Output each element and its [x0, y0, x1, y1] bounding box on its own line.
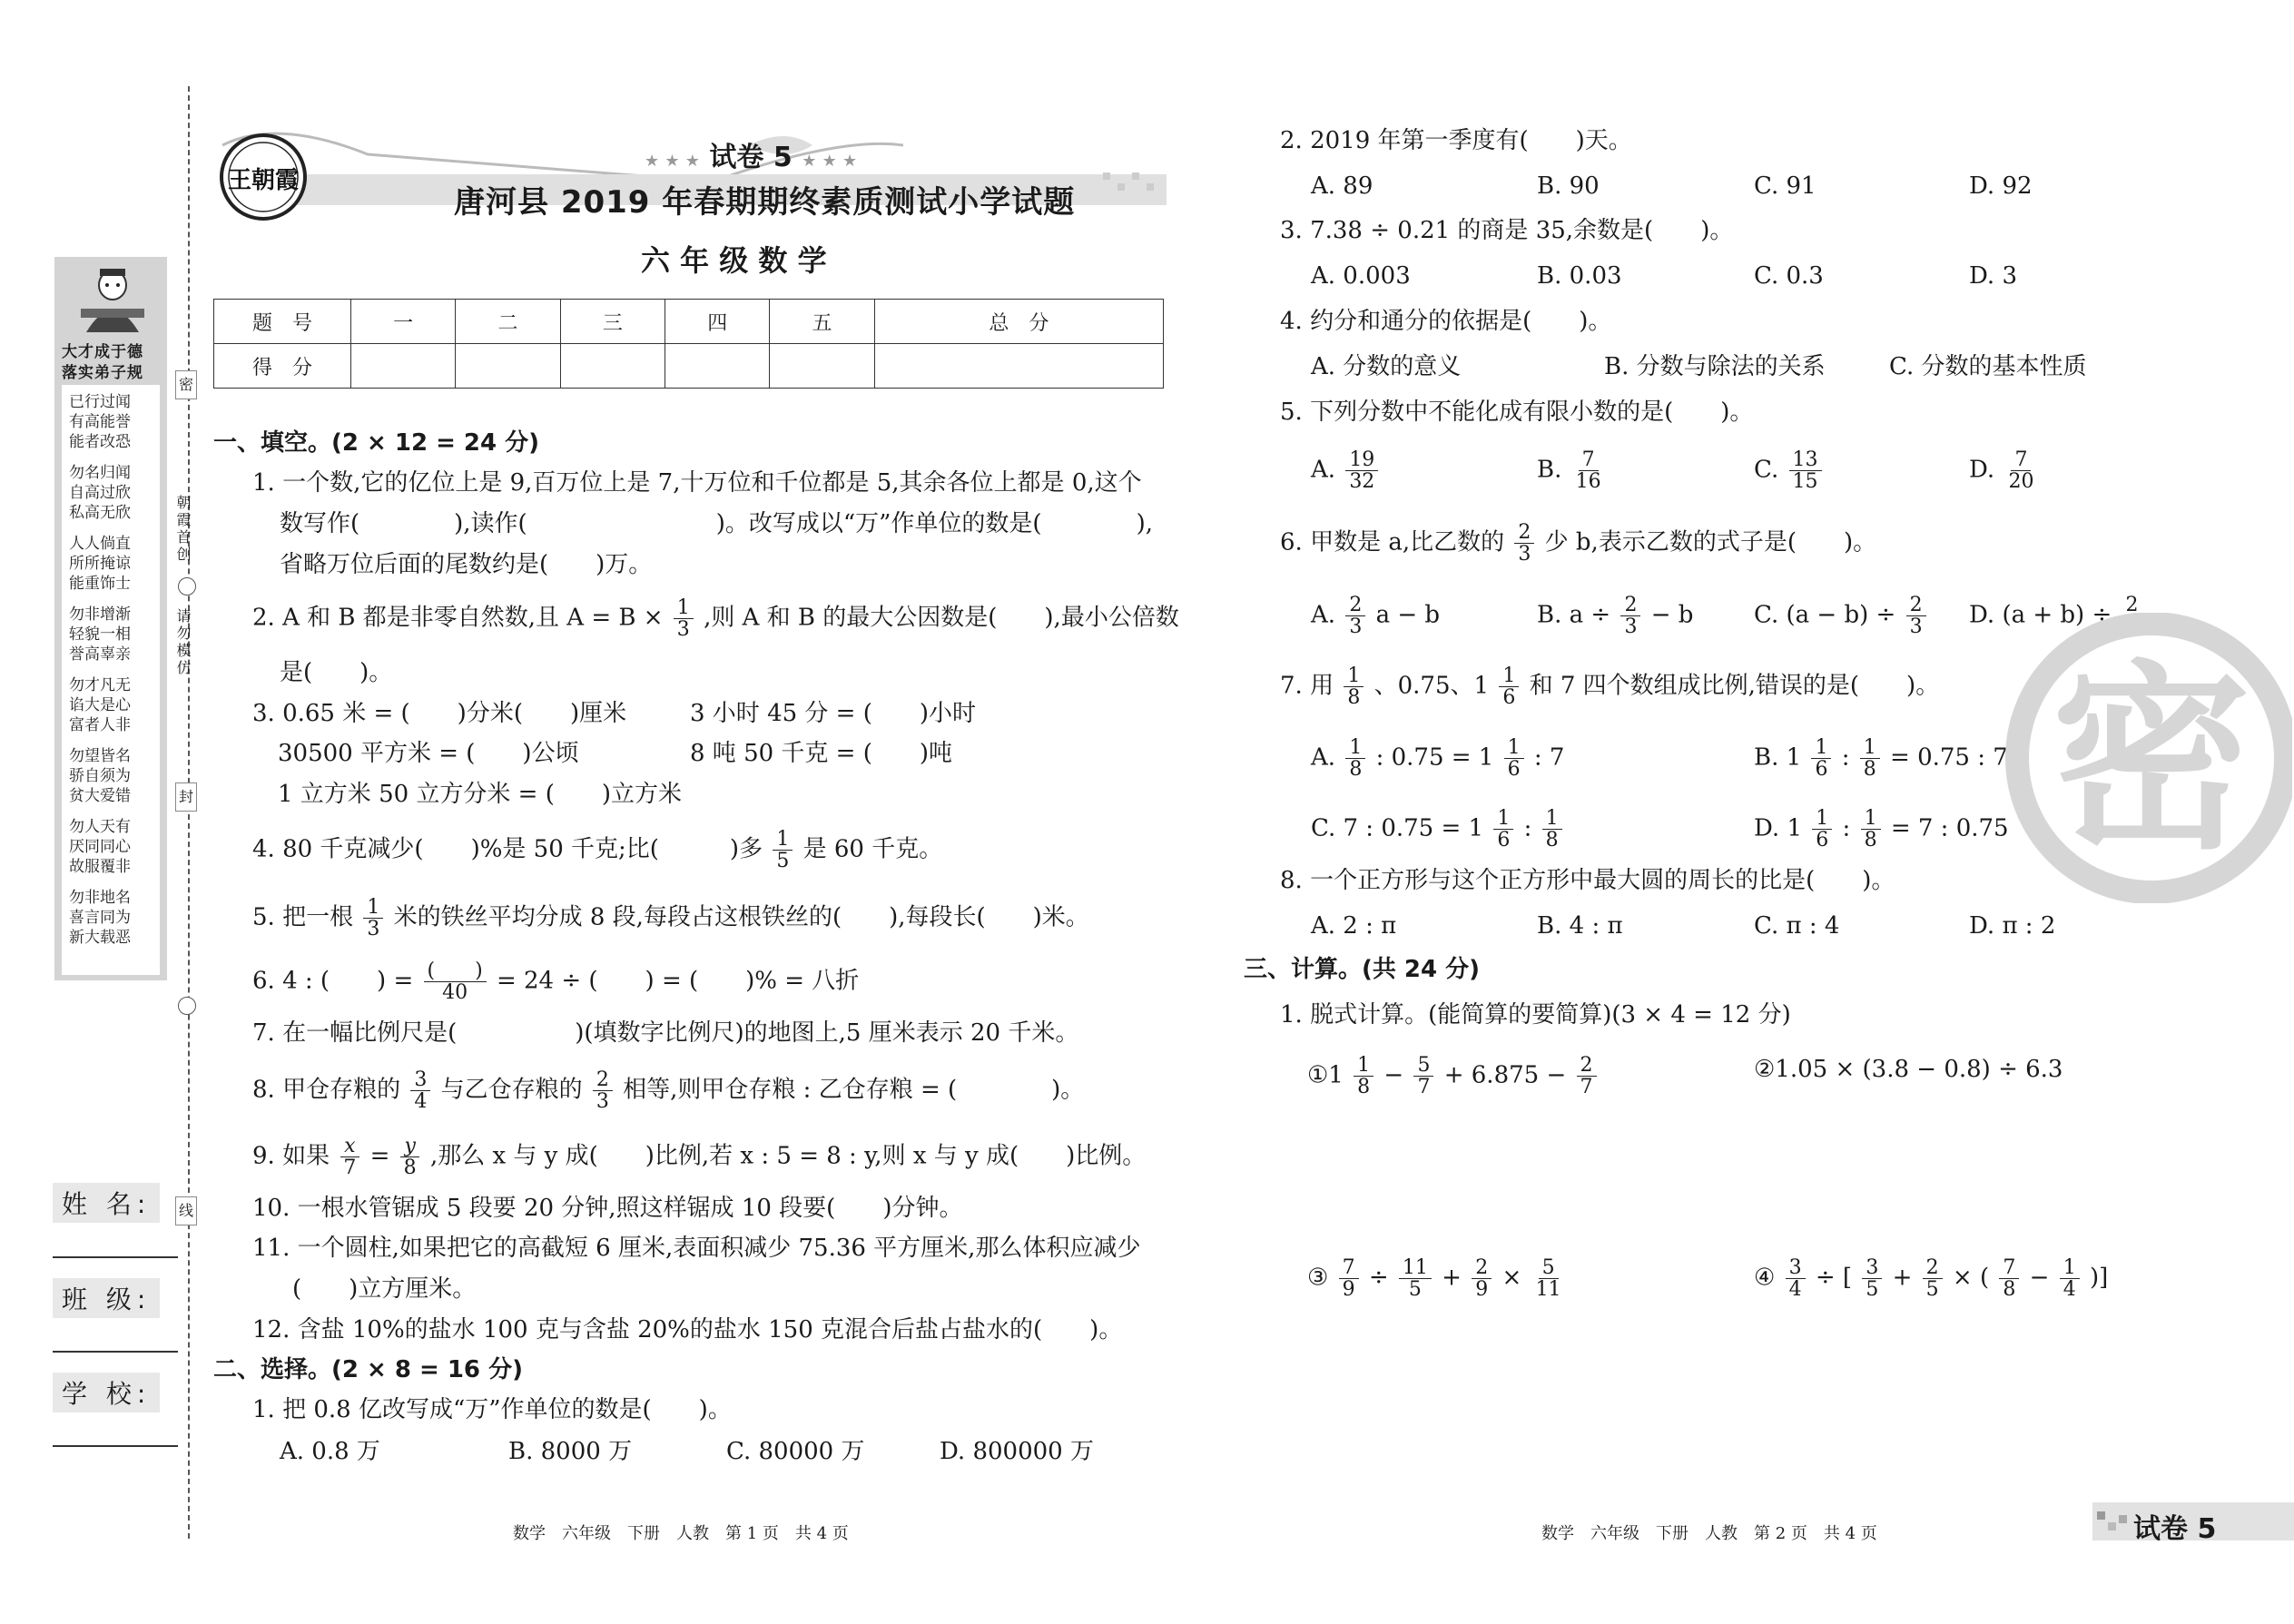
fraction: $\frac{1}{8}$ [1345, 737, 1365, 780]
name-label: 姓 名: [53, 1183, 160, 1223]
s2-q1-opt-b[interactable]: B. 8000 万 [508, 1438, 633, 1465]
expr-text: )] [2089, 1264, 2109, 1292]
s1-q3-b2: 8 吨 50 千克 = ( )吨 [690, 740, 953, 767]
fraction: $\frac{3}{5}$ [1862, 1257, 1882, 1300]
s1-q3-c: 1 立方米 50 立方分米 = ( )立方米 [278, 781, 683, 808]
svg-text:故服覆非: 故服覆非 [69, 858, 131, 876]
s2-q2-opt-a[interactable]: A. 89 [1311, 172, 1373, 200]
s2-q2-opt-b[interactable]: B. 90 [1537, 172, 1600, 200]
s2-q6-opt-a[interactable] [1311, 595, 1440, 637]
fraction: $\frac{1}{3}$ [674, 597, 694, 640]
svg-text:人人倘直: 人人倘直 [69, 535, 131, 553]
fraction: $\frac{1}{3}$ [363, 897, 383, 940]
series-label: 试卷 5 [709, 142, 793, 173]
s1-q7: 7. 在一幅比例尺是( )(填数字比例尺)的地图上,5 厘米表示 20 千米。 [252, 1019, 1079, 1047]
s1-q4-text-a: 4. 80 千克减少( )%是 50 千克;比( )多 [252, 835, 763, 863]
school-label: 学 校: [53, 1373, 160, 1412]
score-table [213, 299, 1164, 389]
sidebar-motto-grid [67, 390, 158, 971]
s1-q9-text-c: ,那么 x 与 y 成( )比例,若 x : 5 = 8 : y,则 x 与 y 成( )比例。 [429, 1142, 1147, 1170]
option-letter: C. [1754, 456, 1779, 484]
s2-q4-opt-a[interactable]: A. 分数的意义 [1311, 353, 1462, 380]
fraction: $\frac{5}{11}$ [1535, 1256, 1561, 1301]
fraction: $\frac{1}{6}$ [1504, 737, 1524, 780]
confidential-stamp [1993, 613, 2292, 903]
option-letter: D. (a + b) ÷ [1969, 601, 2112, 629]
expr-text: ④ [1754, 1264, 1776, 1292]
fraction: $\frac{1}{6}$ [1499, 665, 1519, 708]
s1-q2-text-b: ,则 A 和 B 的最大公因数是( ),最小公倍数 [704, 604, 1179, 632]
expr-text: ÷ [1368, 1264, 1389, 1292]
fraction: $\frac{1}{6}$ [1493, 808, 1513, 851]
score-col-total: 总 分 [874, 300, 1163, 344]
fraction: $\frac{19}{32}$ [1345, 449, 1378, 492]
option-letter: C. 7 : 0.75 = 1 [1311, 814, 1484, 842]
fraction: $\frac{2}{7}$ [1577, 1055, 1597, 1097]
svg-text:誉高辜亲: 誉高辜亲 [69, 645, 131, 664]
fraction: $\frac{x}{7}$ [340, 1136, 359, 1178]
scissor-icon-2 [178, 997, 196, 1015]
s2-q8: 8. 一个正方形与这个正方形中最大圆的周长的比是( )。 [1280, 867, 1895, 894]
s3-expr-3 [1307, 1257, 1568, 1300]
fraction: $\frac{y}{8}$ [400, 1136, 420, 1178]
s2-q3-opt-a[interactable]: A. 0.003 [1311, 262, 1411, 290]
svg-text:厌同同心: 厌同同心 [69, 838, 131, 856]
score-col-2: 二 [456, 300, 560, 344]
s1-q5-text-a: 5. 把一根 [252, 903, 354, 931]
option-letter: A. [1311, 601, 1336, 629]
option-letter: D. 1 [1754, 814, 1802, 842]
svg-text:喜言同为: 喜言同为 [69, 909, 131, 927]
s1-q6-text-a: 6. 4 : ( ) = [252, 967, 414, 995]
expr-text: − [2029, 1264, 2050, 1292]
binding-line [188, 86, 190, 1539]
fraction: $\frac{2}{9}$ [1472, 1257, 1492, 1300]
s1-q3-b1: 30500 平方米 = ( )公顷 [278, 740, 579, 767]
side-note-2: 请勿模仿 [174, 608, 192, 677]
badge-decoration [2097, 1511, 2128, 1535]
s2-q6-text-a: 6. 甲数是 a,比乙数的 [1280, 528, 1505, 556]
s3-expr-2: ②1.05 × (3.8 − 0.8) ÷ 6.3 [1754, 1056, 2063, 1083]
svg-text:自高过欣: 自高过欣 [69, 484, 131, 502]
option-text: : 0.75 = 1 [1375, 743, 1494, 772]
option-letter: A. [1311, 743, 1336, 772]
s1-q5 [252, 897, 1089, 940]
s1-q10: 10. 一根水管锯成 5 段要 20 分钟,照这样锯成 10 段要( )分钟。 [252, 1195, 963, 1222]
s2-q3-opt-c[interactable]: C. 0.3 [1754, 262, 1824, 290]
fraction: $\frac{3}{4}$ [1786, 1257, 1806, 1300]
option-text: : 7 [1533, 743, 1565, 772]
s2-q1-opt-d[interactable]: D. 800000 万 [940, 1438, 1094, 1465]
s1-q1-line1: 1. 一个数,它的亿位上是 9,百万位上是 7,十万位和千位都是 5,其余各位上都是 0,这个 [252, 469, 1142, 497]
s2-q6-text-b: 少 b,表示乙数的式子是( )。 [1544, 528, 1877, 556]
svg-text:贫大爱错: 贫大爱错 [69, 787, 131, 805]
s2-q7-opt-c[interactable] [1311, 808, 1565, 851]
score-row-label: 得 分 [214, 344, 351, 389]
fraction: $\frac{2}{3}$ [1345, 595, 1365, 637]
side-note-1: 朝霞首创 [174, 495, 192, 564]
svg-text:王朝霞: 王朝霞 [227, 167, 300, 194]
s1-q1-line3: 省略万位后面的尾数约是( )万。 [280, 551, 653, 578]
fraction: $\frac{1}{6}$ [1811, 737, 1831, 780]
fraction: $\frac{5}{7}$ [1413, 1055, 1433, 1097]
s1-q4-text-b: 是 60 千克。 [802, 835, 943, 863]
s2-q6 [1280, 522, 1876, 565]
fraction: $\frac{2}{3}$ [593, 1069, 613, 1112]
s1-q9 [252, 1136, 1146, 1178]
option-letter: A. [1311, 456, 1336, 484]
s2-q2: 2. 2019 年第一季度有( )天。 [1280, 127, 1632, 154]
s2-q3-opt-b[interactable]: B. 0.03 [1537, 262, 1622, 290]
s1-q1-line2: 数写作( ),读作( )。改写成以“万”作单位的数是( ), [280, 510, 1153, 537]
s1-q11-line2: ( )立方厘米。 [292, 1275, 477, 1303]
s2-q5-opt-c[interactable] [1754, 449, 1825, 492]
svg-text:轻貌一相: 轻貌一相 [69, 625, 131, 644]
s2-q3-opt-d[interactable]: D. 3 [1969, 262, 2017, 290]
s1-q9-text-b: = [369, 1142, 390, 1170]
expr-text: + 6.875 − [1443, 1061, 1567, 1089]
option-letter: B. a ÷ [1537, 601, 1611, 629]
fraction: $\frac{1}{5}$ [773, 829, 793, 871]
fraction: $\frac{( )}{40}$ [424, 960, 487, 1003]
brand-logo [218, 132, 309, 222]
star-icon: ★ ★ ★ [645, 152, 700, 171]
s2-q8-opt-a[interactable]: A. 2 : π [1311, 912, 1397, 940]
fraction: $\frac{2}{3}$ [1620, 595, 1640, 637]
s2-q7-opt-d[interactable] [1754, 808, 2009, 851]
fraction: $\frac{13}{15}$ [1789, 449, 1822, 492]
option-text: : [1842, 814, 1851, 842]
svg-text:已行过闻: 已行过闻 [69, 393, 131, 411]
svg-text:密: 密 [2051, 644, 2252, 876]
svg-text:谄大是心: 谄大是心 [69, 696, 131, 714]
fraction: $\frac{1}{4}$ [2060, 1257, 2080, 1300]
score-header-label: 题 号 [214, 300, 351, 344]
option-text: − b [1650, 601, 1694, 629]
seal-mark-1: 密 [175, 370, 197, 399]
svg-text:所所掩谅: 所所掩谅 [69, 555, 131, 573]
s2-q7-text-a: 7. 用 [1280, 672, 1334, 700]
expr-text: × [1501, 1264, 1522, 1292]
s2-q2-opt-c[interactable]: C. 91 [1754, 172, 1816, 200]
s1-q12: 12. 含盐 10%的盐水 100 克与含盐 20%的盐水 150 克混合后盐占盐水的( )。 [252, 1316, 1123, 1343]
svg-text:能者改恐: 能者改恐 [69, 433, 131, 451]
score-cell[interactable] [560, 344, 665, 389]
s2-q6-opt-c[interactable] [1754, 595, 1929, 637]
s2-q5-opt-b[interactable] [1537, 449, 1608, 492]
expr-text: + [1892, 1264, 1913, 1292]
sidebar-avatar [77, 261, 148, 334]
svg-text:勿非增渐: 勿非增渐 [69, 605, 131, 624]
fraction: $\frac{2}{5}$ [1923, 1257, 1943, 1300]
s1-q2-line2: 是( )。 [280, 659, 393, 686]
footer-right: 数学 六年级 下册 人教 第 2 页 共 4 页 [1541, 1524, 1877, 1543]
school-field[interactable] [53, 1445, 178, 1447]
svg-text:私高无欣: 私高无欣 [69, 504, 131, 522]
fraction: $\frac{1}{8}$ [1354, 1055, 1373, 1097]
s1-q3-a1: 3. 0.65 米 = ( )分米( )厘米 [252, 700, 627, 727]
sidebar-slogan-1: 大才成于德 [62, 343, 143, 361]
option-letter: B. 1 [1754, 743, 1802, 772]
s2-q5: 5. 下列分数中不能化成有限小数的是( )。 [1280, 399, 1754, 426]
s1-q8-text-c: 相等,则甲仓存粮 : 乙仓存粮 = ( )。 [623, 1076, 1085, 1104]
option-text: a − b [1375, 601, 1441, 629]
s2-q7-opt-a[interactable] [1311, 737, 1564, 780]
fraction: $\frac{7}{9}$ [1339, 1257, 1359, 1300]
s2-q3: 3. 7.38 ÷ 0.21 的商是 35,余数是( )。 [1280, 217, 1734, 244]
s1-q11-line1: 11. 一个圆柱,如果把它的高截短 6 厘米,表面积减少 75.36 平方厘米,那么体积应减少 [252, 1235, 1141, 1262]
name-field[interactable] [53, 1256, 178, 1258]
s2-q2-opt-d[interactable]: D. 92 [1969, 172, 2033, 200]
svg-text:勿望皆名: 勿望皆名 [69, 747, 131, 765]
s2-q1-opt-c[interactable]: C. 80000 万 [726, 1438, 865, 1465]
s2-q5-opt-a[interactable] [1311, 449, 1381, 492]
fraction: $\frac{7}{16}$ [1575, 448, 1601, 493]
fraction: $\frac{1}{8}$ [1542, 808, 1562, 851]
s2-q4-opt-b[interactable]: B. 分数与除法的关系 [1604, 353, 1826, 380]
s1-q5-text-b: 米的铁丝平均分成 8 段,每段占这根铁丝的( ),每段长( )米。 [393, 903, 1089, 931]
section-2-title: 二、选择。(2 × 8 = 16 分) [213, 1356, 523, 1383]
exam-subject: 六 年 级 数 学 [641, 243, 827, 278]
score-col-3: 三 [560, 300, 665, 344]
fraction: $\frac{3}{4}$ [410, 1069, 430, 1112]
s1-q8-text-a: 8. 甲仓存粮的 [252, 1076, 401, 1104]
s2-q8-opt-d[interactable]: D. π : 2 [1969, 912, 2056, 940]
score-cell[interactable] [770, 344, 874, 389]
s2-q8-opt-b[interactable]: B. 4 : π [1537, 912, 1623, 940]
svg-text:富者人非: 富者人非 [69, 716, 131, 734]
s2-q4: 4. 约分和通分的依据是( )。 [1280, 308, 1612, 335]
s2-q8-opt-c[interactable]: C. π : 4 [1754, 912, 1840, 940]
s1-q2-text-a: 2. A 和 B 都是非零自然数,且 A = B × [252, 604, 664, 632]
footer-left: 数学 六年级 下册 人教 第 1 页 共 4 页 [513, 1524, 849, 1543]
s2-q1: 1. 把 0.8 亿改写成“万”作单位的数是( )。 [252, 1396, 732, 1423]
svg-text:勿才凡无: 勿才凡无 [69, 676, 131, 694]
s1-q3-a2: 3 小时 45 分 = ( )小时 [690, 700, 977, 727]
s2-q7-text-b: 、0.75、1 [1373, 672, 1490, 700]
fraction: $\frac{11}{5}$ [1399, 1257, 1432, 1300]
option-letter: C. (a − b) ÷ [1754, 601, 1896, 629]
seal-mark-2: 封 [175, 782, 197, 812]
s2-q7-text-c: 和 7 四个数组成比例,错误的是( )。 [1529, 672, 1940, 700]
expr-text: ①1 [1307, 1061, 1344, 1089]
s3-q1: 1. 脱式计算。(能简算的要简算)(3 × 4 = 12 分) [1280, 1001, 1791, 1029]
option-letter: B. [1537, 456, 1562, 484]
star-icon: ★ ★ ★ [802, 152, 858, 171]
fraction: $\frac{2}{3}$ [2122, 595, 2142, 637]
svg-text:能重饰士: 能重饰士 [69, 575, 131, 593]
svg-text:勿非地名: 勿非地名 [69, 889, 131, 907]
svg-text:勿名归闻: 勿名归闻 [69, 464, 131, 482]
expr-text: − [1383, 1061, 1404, 1089]
fraction: $\frac{1}{8}$ [1861, 808, 1881, 851]
s2-q7 [1280, 665, 1939, 708]
fraction: $\frac{2}{3}$ [1514, 522, 1534, 565]
fraction: $\frac{7}{20}$ [2008, 448, 2034, 493]
score-cell[interactable] [456, 344, 560, 389]
s1-q9-text-a: 9. 如果 [252, 1142, 330, 1170]
score-col-5: 五 [770, 300, 874, 344]
s2-q4-opt-c[interactable]: C. 分数的基本性质 [1889, 353, 2087, 380]
expr-text: ÷ [ [1815, 1264, 1853, 1292]
s2-q7-opt-b[interactable] [1754, 737, 2008, 780]
option-text: = 7 : 0.75 [1890, 814, 2009, 842]
seal-mark-3: 线 [175, 1196, 197, 1225]
s2-q1-opt-a[interactable]: A. 0.8 万 [280, 1438, 380, 1465]
section-3-title: 三、计算。(共 24 分) [1244, 956, 1481, 983]
expr-text: ③ [1307, 1264, 1329, 1292]
svg-text:有高能誉: 有高能誉 [69, 413, 131, 431]
option-letter: D. [1969, 456, 1995, 484]
s2-q5-opt-d[interactable] [1969, 449, 2040, 492]
s1-q8-text-b: 与乙仓存粮的 [440, 1076, 583, 1104]
svg-text:勿人天有: 勿人天有 [69, 818, 131, 836]
score-cell[interactable] [874, 344, 1163, 389]
s3-expr-1 [1307, 1055, 1600, 1097]
sidebar-slogan-2: 落实弟子规 [62, 364, 143, 382]
score-col-1: 一 [351, 300, 456, 344]
exam-title: 唐河县 2019 年春期期终素质测试小学试题 [454, 184, 1076, 221]
svg-text:骄自须为: 骄自须为 [69, 767, 131, 785]
fraction: $\frac{1}{8}$ [1344, 665, 1364, 708]
expr-text: + [1442, 1264, 1462, 1292]
score-col-4: 四 [665, 300, 770, 344]
fraction: $\frac{7}{8}$ [1999, 1257, 2019, 1300]
exam-series [645, 134, 857, 174]
option-text: = 0.75 : 7 [1890, 743, 2008, 772]
score-cell[interactable] [351, 344, 456, 389]
option-text: : [1523, 814, 1532, 842]
scissor-icon-1 [178, 577, 196, 595]
class-label: 班 级: [53, 1278, 160, 1318]
fraction: $\frac{2}{3}$ [1906, 595, 1926, 637]
s1-q8 [252, 1069, 1084, 1112]
s2-q6-opt-b[interactable] [1537, 595, 1693, 637]
s3-expr-4 [1754, 1257, 2108, 1300]
s1-q2-line1 [252, 597, 1179, 640]
section-1-title: 一、填空。(2 × 12 = 24 分) [213, 429, 540, 457]
fraction: $\frac{1}{8}$ [1860, 737, 1880, 780]
s1-q6 [252, 960, 859, 1003]
expr-text: × ( [1952, 1264, 1990, 1292]
s1-q6-text-b: = 24 ÷ ( ) = ( )% = 八折 [496, 967, 860, 995]
s1-q4 [252, 829, 942, 871]
fraction: $\frac{1}{6}$ [1812, 808, 1832, 851]
svg-text:新大载恶: 新大载恶 [69, 929, 131, 947]
score-cell[interactable] [665, 344, 770, 389]
page-badge: 试卷 5 [2133, 1513, 2217, 1545]
class-field[interactable] [53, 1351, 178, 1353]
option-text: : [1841, 743, 1850, 772]
